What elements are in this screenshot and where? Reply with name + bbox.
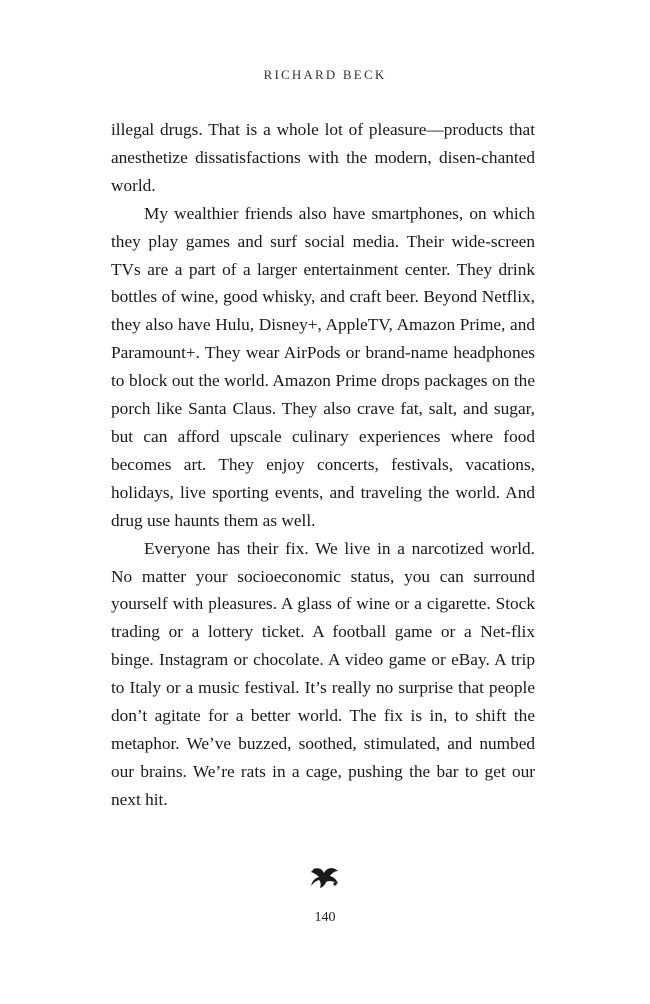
fleuron-ornament-icon	[308, 864, 342, 890]
running-head: RICHARD BECK	[263, 67, 387, 82]
paragraph-continuation: illegal drugs. That is a whole lot of pleasure—products that anesthetize dissatisfactions with the modern, disen-chanted world.	[111, 120, 535, 195]
paragraph: Everyone has their fix. We live in a narcotized world. No matter your socioeconomic status, you can surround yourself with pleasures. A glass of wine or a cigarette. Stock trading or a lottery ticket. A football game or a Net-flix binge. Instagram or chocolate. A video game or eBay. A trip to Italy or a music festival. It’s really no surprise that people don’t agitate for a better world. The fix is in, to shift the metaphor. We’ve buzzed, soothed, stimulated, and numbed our brains. We’re rats in a cage, pushing the bar to get our next hit.	[111, 538, 535, 809]
body-text	[111, 116, 535, 814]
paragraph: My wealthier friends also have smartphones, on which they play games and surf social media. Their wide-screen TVs are a part of a larger entertainment center. They drink bottles of wine, good whisky, and craft beer. Beyond Netflix, they also have Hulu, Disney+, AppleTV, Amazon Prime, and Paramount+. They wear AirPods or brand-name headphones to block out the world. Amazon Prime drops packages on the porch like Santa Claus. They also crave fat, salt, and sugar, but can afford upscale culinary experiences where food becomes art. They enjoy concerts, festivals, vacations, holidays, live sporting events, and traveling the world. And drug use haunts them as well.	[111, 203, 535, 530]
page-number: 140	[314, 910, 336, 925]
